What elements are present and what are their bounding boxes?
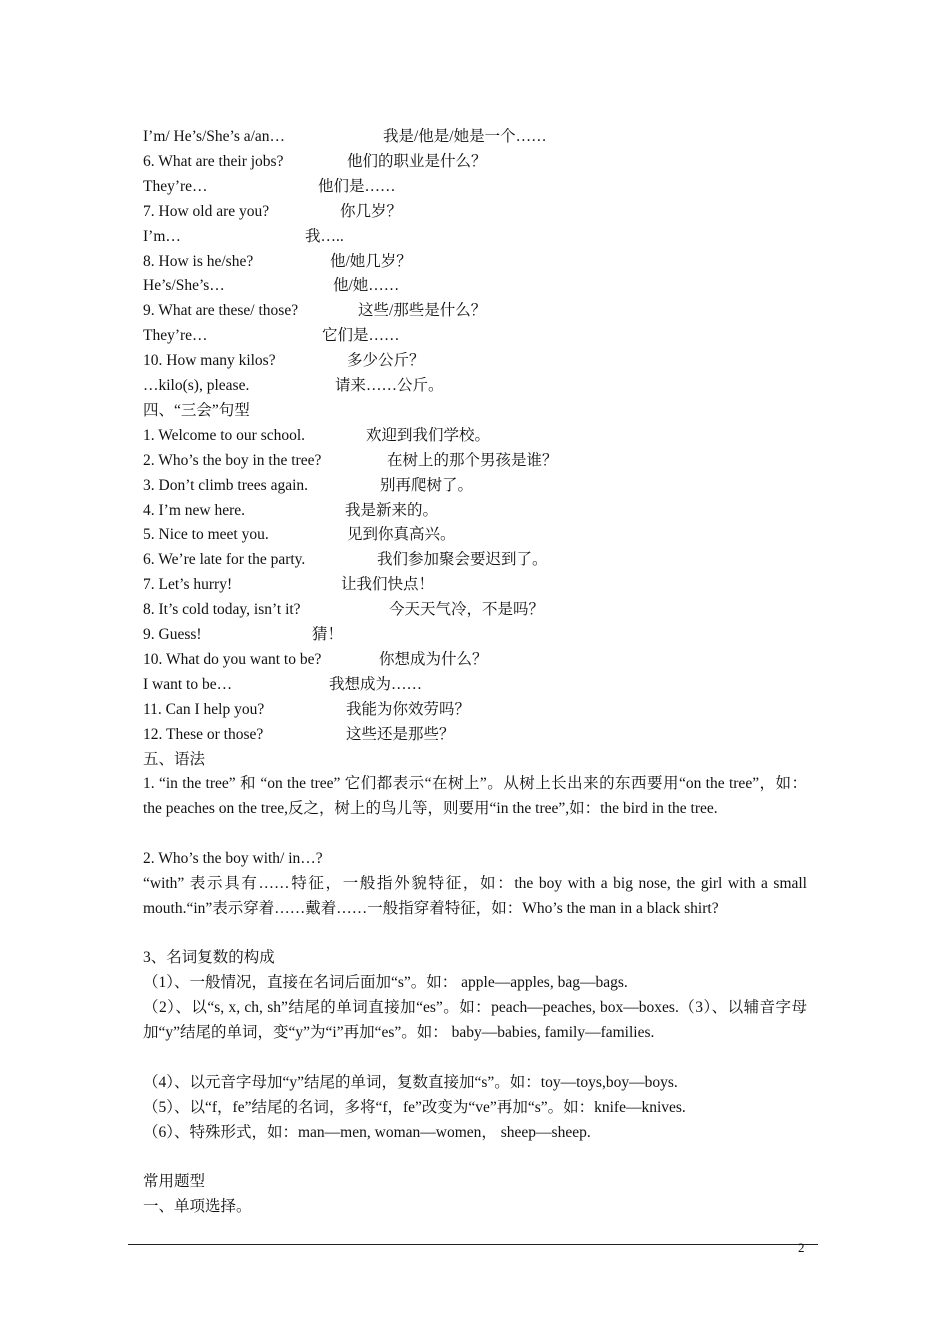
- chinese-translation: 我…..: [305, 227, 344, 245]
- grammar-point-2-title: 2. Who’s the boy with/ in…?: [143, 850, 323, 867]
- sentence-line: [143, 276, 400, 296]
- english-text: 10. How many kilos?: [143, 352, 276, 370]
- sentence-line: [143, 625, 344, 645]
- english-text: 5. Nice to meet you.: [143, 526, 269, 544]
- plural-rule-5: （5）、以“f，fe”结尾的名词，多将“f，fe”改变为“ve”再加“s”。如：knife—knives.: [143, 1099, 686, 1116]
- english-text: 四、“三会”句型: [143, 401, 250, 419]
- sentence-line: [143, 351, 425, 371]
- english-text: I’m…: [143, 227, 181, 245]
- sentence-line: [143, 426, 491, 446]
- english-text: 9. What are these/ those?: [143, 302, 299, 320]
- plural-rule-1: （1）、一般情况，直接在名词后面加“s”。如： apple—apples, bag—bags.: [143, 974, 628, 991]
- chinese-translation: 多少公斤？: [347, 352, 425, 370]
- grammar-point-3-title: 3、名词复数的构成: [143, 949, 275, 966]
- sentence-line: [143, 227, 344, 247]
- grammar-point-2-body: “with” 表示具有……特征，一般指外貌特征，如：the boy with a big nose, the girl with a small mouth.“in”表示穿着……戴着……一般指穿着特征，如：Who’s the man in a black shirt?: [143, 875, 807, 917]
- chinese-translation: 我们参加聚会要迟到了。: [377, 551, 548, 569]
- english-text: 1. Welcome to our school.: [143, 426, 306, 444]
- chinese-translation: 见到你真高兴。: [347, 526, 456, 544]
- english-text: 8. How is he/she?: [143, 252, 254, 270]
- chinese-translation: 我是新来的。: [345, 501, 439, 519]
- sentence-line: [143, 202, 403, 222]
- sentence-line: [143, 725, 455, 745]
- sentence-line: [143, 152, 487, 172]
- chinese-translation: 这些还是那些？: [346, 725, 455, 743]
- sentence-line: [143, 600, 545, 620]
- section-multiple-choice: 一、单项选择。: [143, 1198, 252, 1215]
- english-text: They’re…: [143, 177, 208, 195]
- english-text: He’s/She’s…: [143, 277, 225, 295]
- plural-rule-4: （4）、以元音字母加“y”结尾的单词，复数直接加“s”。如：toy—toys,boy—boys.: [143, 1074, 678, 1091]
- english-text: I’m/ He’s/She’s a/an…: [143, 128, 286, 145]
- english-text: 7. Let’s hurry!: [143, 576, 233, 594]
- chinese-translation: 这些/那些是什么？: [358, 302, 487, 320]
- sentence-line: [143, 550, 548, 570]
- english-text: I want to be…: [143, 675, 233, 693]
- page-number: 2: [798, 1240, 805, 1255]
- sentence-line: [143, 127, 547, 147]
- chinese-translation: 让我们快点！: [341, 576, 435, 594]
- chinese-translation: 请来……公斤。: [335, 377, 444, 394]
- chinese-translation: 别再爬树了。: [380, 476, 474, 494]
- english-text: 五、语法: [143, 750, 206, 768]
- chinese-translation: 他/她几岁？: [330, 252, 412, 270]
- sentence-line: [143, 525, 456, 545]
- sentence-line: [143, 252, 412, 272]
- footer-divider: [128, 1244, 818, 1245]
- english-text: 12. These or those?: [143, 725, 264, 743]
- chinese-translation: 猜！: [312, 626, 344, 643]
- chinese-translation: 他们是……: [318, 177, 396, 195]
- chinese-translation: 我是/他是/她是一个……: [383, 128, 547, 145]
- english-text: 6. We’re late for the party.: [143, 551, 306, 569]
- section-common-question-types: 常用题型: [143, 1173, 206, 1190]
- english-text: 9. Guess!: [143, 626, 202, 643]
- sentence-line: [143, 177, 396, 197]
- sentence-line: [143, 650, 488, 670]
- english-text: They’re…: [143, 327, 208, 345]
- plural-rule-6: （6）、特殊形式，如：man—men, woman—women， sheep—sheep.: [143, 1124, 591, 1141]
- english-text: 4. I’m new here.: [143, 501, 245, 519]
- chinese-translation: 他们的职业是什么？: [347, 152, 487, 170]
- sentence-line: [143, 575, 435, 595]
- chinese-translation: 你想成为什么？: [379, 650, 488, 668]
- chinese-translation: 它们是……: [322, 327, 400, 345]
- sentence-line: [143, 675, 423, 695]
- chinese-translation: 在树上的那个男孩是谁？: [387, 451, 558, 469]
- english-text: 7. How old are you?: [143, 202, 270, 220]
- chinese-translation: 你几岁？: [340, 202, 403, 220]
- english-text: 6. What are their jobs?: [143, 152, 284, 170]
- plural-rule-2-3: （2）、以“s, x, ch, sh”结尾的单词直接加“es”。如：peach—peaches, box—boxes.（3）、以辅音字母加“y”结尾的单词，变“y”为“i”再加“es”。如： baby—babies, family—families.: [143, 999, 807, 1041]
- english-text: 2. Who’s the boy in the tree?: [143, 451, 322, 469]
- chinese-translation: 他/她……: [333, 277, 400, 295]
- chinese-translation: 今天天气冷，不是吗？: [389, 601, 545, 619]
- sentence-line: [143, 301, 487, 321]
- sentence-line: [143, 451, 558, 471]
- english-text: 10. What do you want to be?: [143, 650, 322, 668]
- english-text: 8. It’s cold today, isn’t it?: [143, 601, 301, 619]
- chinese-translation: 欢迎到我们学校。: [366, 426, 491, 444]
- sentence-line: [143, 750, 205, 770]
- english-text: …kilo(s), please.: [143, 377, 250, 394]
- sentence-line: [143, 501, 439, 521]
- sentence-line: [143, 376, 444, 396]
- grammar-point-1: 1. “in the tree” 和 “on the tree” 它们都表示“在树上”。从树上长出来的东西要用“on the tree”，如：the peaches on the tree,反之，树上的鸟儿等，则要用“in the tree”,如：the bird in the tree.: [143, 775, 807, 817]
- sentence-line: [143, 326, 400, 346]
- sentence-line: [143, 401, 250, 421]
- chinese-translation: 我想成为……: [329, 675, 423, 693]
- english-text: 3. Don’t climb trees again.: [143, 476, 309, 494]
- english-text: 11. Can I help you?: [143, 700, 265, 718]
- chinese-translation: 我能为你效劳吗？: [346, 700, 471, 718]
- sentence-line: [143, 476, 474, 496]
- sentence-line: [143, 700, 471, 720]
